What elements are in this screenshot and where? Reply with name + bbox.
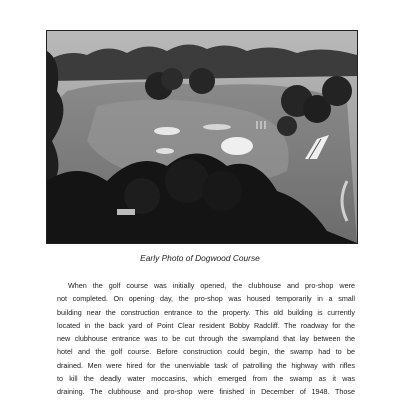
body-paragraph [57, 279, 355, 399]
paragraph-line: building near the construction entrance to the property. This old building is currently [57, 307, 355, 317]
paragraph-line: drained. Men were hired for the unenviable task of patrolling the highway with rifles [57, 360, 355, 370]
paragraph-line: to kill the deadly water moccasins, which emerged from the swamp as it was [57, 374, 355, 384]
paragraph-line: hotel and the golf course. Before construction could begin, the swamp had to be [57, 347, 355, 357]
paragraph-line: draining. The clubhouse and pro-shop were finished in December of 1948. Those [57, 387, 355, 397]
paragraph-line: not completed. On opening day, the pro-shop was housed temporarily in a small [57, 294, 355, 304]
photo-caption: Early Photo of Dogwood Course [140, 253, 260, 263]
paragraph-line: new clubhouse entrance was to be cut through the swampland that lay between the [57, 334, 355, 344]
paragraph-line: When the golf course was initially opened, the clubhouse and pro-shop were [68, 281, 355, 290]
course-photo [46, 30, 358, 244]
paragraph-line: located in the back yard of Point Clear resident Bobby Radcliff. The roadway for the [57, 320, 355, 330]
course-photo-image [47, 31, 357, 243]
